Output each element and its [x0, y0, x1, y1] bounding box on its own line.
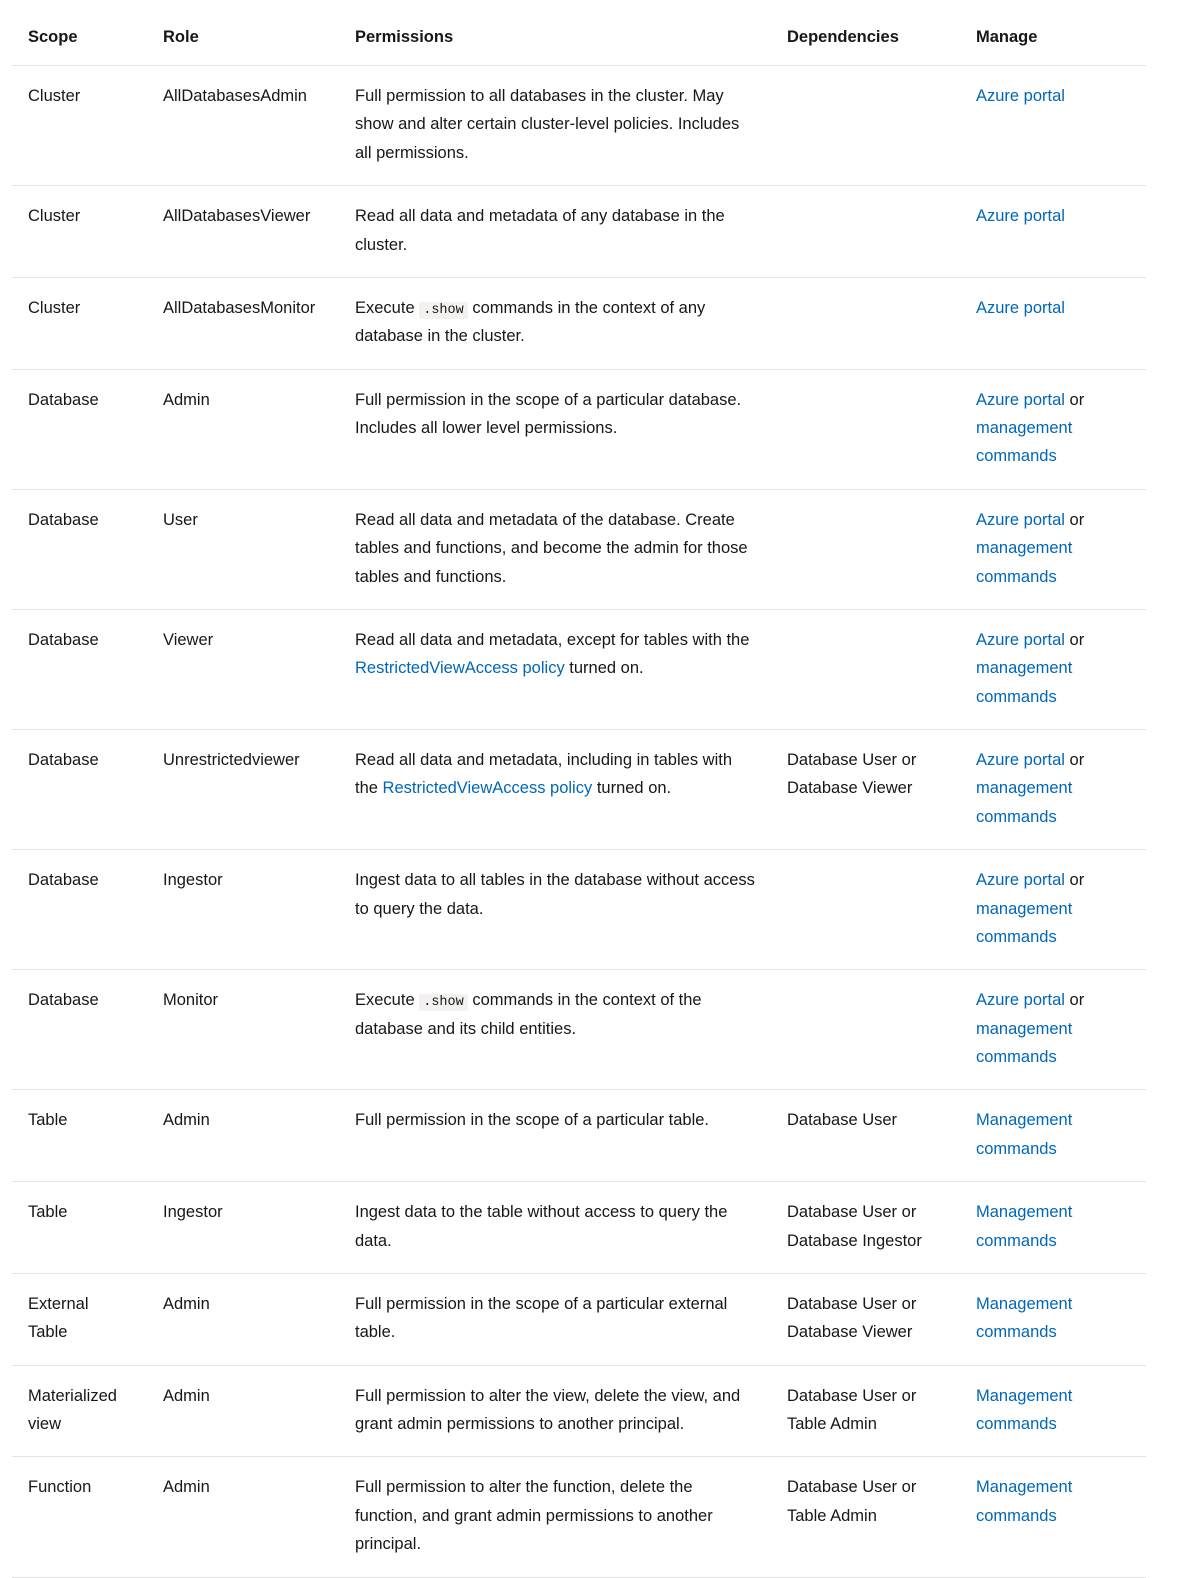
cell-text: Full permission in the scope of a particular database. Includes all lower level permissions. [355, 390, 742, 438]
cell-text: turned on. [592, 779, 672, 798]
cell-scope: External Table [12, 1273, 147, 1365]
column-header-manage: Manage [960, 16, 1146, 66]
cell-manage [960, 369, 1146, 489]
cell-text: Execute [355, 298, 420, 317]
cell-role: Admin [147, 1090, 339, 1182]
cell-scope: Cluster [12, 277, 147, 369]
cell-permissions [339, 66, 771, 186]
column-header-role: Role [147, 16, 339, 66]
cell-role: Viewer [147, 609, 339, 729]
cell-dependencies [771, 277, 960, 369]
cell-scope: Database [12, 489, 147, 609]
cell-manage [960, 730, 1146, 850]
cell-permissions [339, 850, 771, 970]
doc-link[interactable]: management commands [976, 899, 1073, 946]
table-row [12, 970, 1146, 1090]
cell-scope: Materialized view [12, 1365, 147, 1457]
table-row [12, 66, 1146, 186]
doc-link[interactable]: management commands [976, 539, 1073, 586]
table-row [12, 1273, 1146, 1365]
table-header [12, 16, 1146, 66]
table-row [12, 730, 1146, 850]
cell-dependencies [771, 850, 960, 970]
cell-permissions [339, 369, 771, 489]
cell-role: AllDatabasesAdmin [147, 66, 339, 186]
cell-permissions [339, 277, 771, 369]
cell-dependencies: Database User or Table Admin [771, 1365, 960, 1457]
cell-text: Execute [355, 991, 420, 1010]
cell-text: Read all data and metadata, except for tables with the [355, 630, 750, 649]
table-row [12, 1090, 1146, 1182]
doc-link[interactable]: RestrictedViewAccess policy [382, 779, 593, 798]
cell-role: User [147, 489, 339, 609]
cell-dependencies [771, 609, 960, 729]
doc-link[interactable]: Azure portal [976, 751, 1065, 770]
cell-manage [960, 1182, 1146, 1274]
cell-dependencies [771, 186, 960, 278]
cell-dependencies [771, 489, 960, 609]
cell-scope: Function [12, 1457, 147, 1577]
cell-text: Read all data and metadata, including in tables with the [355, 751, 732, 798]
cell-dependencies [771, 369, 960, 489]
cell-manage [960, 1365, 1146, 1457]
doc-link[interactable]: Azure portal [976, 390, 1065, 409]
cell-manage [960, 609, 1146, 729]
table-body [12, 66, 1146, 1578]
doc-link[interactable]: Azure portal [976, 87, 1065, 106]
cell-role: Ingestor [147, 850, 339, 970]
cell-scope: Database [12, 970, 147, 1090]
cell-scope: Cluster [12, 186, 147, 278]
doc-link[interactable]: Management commands [976, 1478, 1073, 1525]
cell-role: Ingestor [147, 1182, 339, 1274]
inline-code: .show [419, 994, 468, 1011]
table-row [12, 489, 1146, 609]
cell-permissions [339, 1365, 771, 1457]
cell-dependencies: Database User or Database Viewer [771, 1273, 960, 1365]
cell-role: Unrestrictedviewer [147, 730, 339, 850]
cell-manage [960, 66, 1146, 186]
cell-role: Admin [147, 1273, 339, 1365]
cell-text: or [1064, 871, 1085, 890]
cell-scope: Table [12, 1182, 147, 1274]
doc-link[interactable]: Management commands [976, 1294, 1073, 1342]
cell-manage [960, 850, 1146, 970]
doc-link[interactable]: Azure portal [976, 630, 1065, 649]
cell-dependencies [771, 970, 960, 1090]
table-row [12, 369, 1146, 489]
cell-text: commands in the context of any database in the cluster. [355, 298, 706, 346]
table-header-row [12, 16, 1146, 66]
cell-text: or [1064, 510, 1085, 529]
cell-text: or [1064, 751, 1085, 770]
cell-text: commands in the context of the database and its child entities. [355, 991, 702, 1038]
cell-scope: Database [12, 730, 147, 850]
doc-link[interactable]: Azure portal [976, 207, 1065, 226]
table-row [12, 277, 1146, 369]
cell-permissions [339, 1273, 771, 1365]
doc-link[interactable]: Azure portal [976, 510, 1065, 529]
cell-text: Ingest data to all tables in the database without access to query the data. [355, 871, 755, 918]
cell-text: or [1064, 390, 1085, 409]
cell-role: Admin [147, 1365, 339, 1457]
doc-link[interactable]: Azure portal [976, 871, 1065, 890]
cell-permissions [339, 730, 771, 850]
cell-dependencies: Database User or Database Viewer [771, 730, 960, 850]
table-row [12, 186, 1146, 278]
column-header-scope: Scope [12, 16, 147, 66]
cell-text: turned on. [564, 659, 644, 678]
cell-scope: Database [12, 609, 147, 729]
table-row [12, 609, 1146, 729]
cell-permissions [339, 489, 771, 609]
cell-permissions [339, 1090, 771, 1182]
doc-link[interactable]: Management commands [976, 1111, 1073, 1158]
table-row [12, 1457, 1146, 1577]
cell-permissions [339, 1457, 771, 1577]
cell-manage [960, 1273, 1146, 1365]
cell-text: Full permission in the scope of a particular external table. [355, 1294, 728, 1342]
cell-dependencies [771, 66, 960, 186]
doc-link[interactable]: Management commands [976, 1203, 1073, 1250]
doc-link[interactable]: management commands [976, 1019, 1073, 1067]
cell-manage [960, 1090, 1146, 1182]
cell-text: or [1064, 991, 1085, 1010]
doc-link[interactable]: Management commands [976, 1386, 1073, 1434]
doc-link[interactable]: Azure portal [976, 991, 1065, 1010]
cell-dependencies: Database User [771, 1090, 960, 1182]
doc-link[interactable]: management commands [976, 779, 1073, 826]
cell-role: Admin [147, 1457, 339, 1577]
cell-text: or [1064, 630, 1085, 649]
cell-text: Read all data and metadata of any database in the cluster. [355, 207, 725, 254]
cell-text: Full permission to all databases in the cluster. May show and alter certain cluster-level policies. Includes all permissions. [355, 87, 740, 162]
cell-scope: Table [12, 1090, 147, 1182]
cell-text: Full permission to alter the view, delete the view, and grant admin permissions to another principal. [355, 1386, 741, 1434]
table-row [12, 1365, 1146, 1457]
table-row [12, 1182, 1146, 1274]
column-header-permissions: Permissions [339, 16, 771, 66]
doc-link[interactable]: RestrictedViewAccess policy [355, 659, 565, 678]
permissions-roles-table [12, 16, 1146, 1578]
inline-code: .show [419, 302, 468, 319]
doc-link[interactable]: Azure portal [976, 298, 1065, 317]
cell-role: Monitor [147, 970, 339, 1090]
cell-scope: Database [12, 369, 147, 489]
cell-permissions [339, 186, 771, 278]
cell-manage [960, 1457, 1146, 1577]
cell-text: Ingest data to the table without access to query the data. [355, 1203, 728, 1250]
cell-manage [960, 277, 1146, 369]
cell-manage [960, 970, 1146, 1090]
cell-scope: Cluster [12, 66, 147, 186]
cell-scope: Database [12, 850, 147, 970]
cell-text: Full permission to alter the function, delete the function, and grant admin permissions to another principal. [355, 1478, 713, 1554]
cell-dependencies: Database User or Table Admin [771, 1457, 960, 1577]
cell-permissions [339, 1182, 771, 1274]
cell-role: Admin [147, 369, 339, 489]
column-header-dependencies: Dependencies [771, 16, 960, 66]
cell-role: AllDatabasesMonitor [147, 277, 339, 369]
cell-manage [960, 489, 1146, 609]
cell-permissions [339, 609, 771, 729]
doc-link[interactable]: management commands [976, 659, 1073, 706]
cell-text: Read all data and metadata of the database. Create tables and functions, and become the admin for those tables and functions. [355, 510, 748, 586]
table-row [12, 850, 1146, 970]
cell-text: Full permission in the scope of a particular table. [355, 1111, 710, 1130]
cell-role: AllDatabasesViewer [147, 186, 339, 278]
cell-permissions [339, 970, 771, 1090]
cell-dependencies: Database User or Database Ingestor [771, 1182, 960, 1274]
doc-link[interactable]: management commands [976, 419, 1073, 466]
cell-manage [960, 186, 1146, 278]
